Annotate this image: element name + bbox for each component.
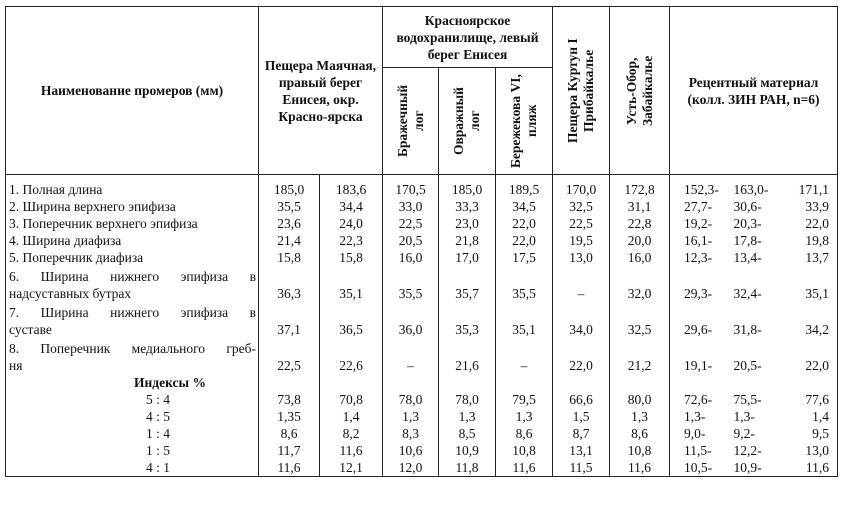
cell: 22,0 <box>553 338 610 374</box>
cell: 17,0 <box>439 249 496 266</box>
cell: 8,5 <box>439 425 496 442</box>
cell: 16,0 <box>383 249 439 266</box>
row-label: 3. Поперечник верхнего эпифиза <box>6 215 259 232</box>
cell: 30,6- <box>733 199 762 214</box>
cell: 11,6 <box>259 459 320 477</box>
cell: 35,3 <box>439 302 496 338</box>
header-cave-mayachnaya: Пещера Маячная, правый берег Енисея, окр. Красно-ярска <box>259 7 383 175</box>
cell: 12,0 <box>383 459 439 477</box>
index-label: 1 : 5 <box>6 442 259 459</box>
cell: 12,1 <box>320 459 383 477</box>
row-label: 6. Ширина нижнего эпифиза в надсуставных бутрах <box>6 266 259 302</box>
cell: 16,1- <box>670 232 728 249</box>
cell: 20,5- <box>733 358 762 373</box>
table-row <box>6 408 838 425</box>
index-label: 5 : 4 <box>6 391 259 408</box>
cell: 1,4 <box>320 408 383 425</box>
cell: 163,0- <box>733 182 769 197</box>
table-row <box>6 215 838 232</box>
cell: 15,8 <box>320 249 383 266</box>
cell: 21,2 <box>610 338 670 374</box>
cell: 21,4 <box>259 232 320 249</box>
cell: 11,8 <box>439 459 496 477</box>
cell: 80,0 <box>610 391 670 408</box>
cell: 32,0 <box>610 266 670 302</box>
cell: 8,6 <box>496 425 553 442</box>
cell: 183,6 <box>320 175 383 199</box>
row-label: 5. Поперечник диафиза <box>6 249 259 266</box>
cell: 32,4- <box>733 286 762 301</box>
indices-title: Индексы % <box>6 374 259 391</box>
row-label: 2. Ширина верхнего эпифиза <box>6 198 259 215</box>
cell: 22,0 <box>496 215 553 232</box>
cell: 10,8 <box>496 442 553 459</box>
cell: 20,5 <box>383 232 439 249</box>
cell: 1,5 <box>553 408 610 425</box>
cell: 78,0 <box>439 391 496 408</box>
cell: 77,6 <box>784 391 838 408</box>
cell: 19,1- <box>670 338 728 374</box>
table-row <box>6 232 838 249</box>
table-row <box>6 198 838 215</box>
cell: 22,5 <box>383 215 439 232</box>
cell: 24,0 <box>320 215 383 232</box>
cell: 10,9 <box>439 442 496 459</box>
indices-header-row <box>6 374 838 391</box>
cell: 31,1 <box>610 198 670 215</box>
cell: 185,0 <box>439 175 496 199</box>
cell: 22,0 <box>784 338 838 374</box>
cell: 13,4- <box>733 250 762 265</box>
cell: 13,0 <box>784 442 838 459</box>
cell: 23,0 <box>439 215 496 232</box>
cell: – <box>553 266 610 302</box>
cell: 33,0 <box>383 198 439 215</box>
cell: 34,4 <box>320 198 383 215</box>
cell: 189,5 <box>496 175 553 199</box>
measurements-table-page <box>5 6 837 516</box>
header-name-column: Наименование промеров (мм) <box>6 7 259 175</box>
cell: 10,8 <box>610 442 670 459</box>
cell: 10,5- <box>670 459 728 477</box>
cell: 11,6 <box>610 459 670 477</box>
cell: 75,5- <box>733 392 762 407</box>
cell: 170,5 <box>383 175 439 199</box>
cell: 1,3 <box>439 408 496 425</box>
cell: 29,3- <box>670 266 728 302</box>
cell: 152,3- <box>670 175 728 199</box>
cell: 171,1 <box>784 175 838 199</box>
header-recent-material: Рецентный материал (колл. ЗИН РАН, n=6) <box>670 7 838 175</box>
header-brazhechny: Бражечный лог <box>383 68 439 175</box>
table-row <box>6 338 838 374</box>
cell: 9,0- <box>670 425 728 442</box>
cell: 22,8 <box>610 215 670 232</box>
table-row <box>6 391 838 408</box>
cell: 22,0 <box>496 232 553 249</box>
cell: 8,2 <box>320 425 383 442</box>
cell: 13,1 <box>553 442 610 459</box>
cell: – <box>383 338 439 374</box>
cell: 22,5 <box>553 215 610 232</box>
table-row <box>6 459 838 477</box>
cell: 12,3- <box>670 249 728 266</box>
cell: 13,0 <box>553 249 610 266</box>
cell: 1,4 <box>784 408 838 425</box>
index-label: 1 : 4 <box>6 425 259 442</box>
cell: 8,7 <box>553 425 610 442</box>
cell: 11,6 <box>784 459 838 477</box>
row-label: 4. Ширина диафиза <box>6 232 259 249</box>
cell: 1,3- <box>733 409 755 424</box>
row-label: 7. Ширина нижнего эпифиза в суставе <box>6 302 259 338</box>
cell: 35,5 <box>259 198 320 215</box>
cell: 16,0 <box>610 249 670 266</box>
cell: 19,5 <box>553 232 610 249</box>
cell: 34,5 <box>496 198 553 215</box>
cell: 185,0 <box>259 175 320 199</box>
cell: 35,7 <box>439 266 496 302</box>
cell: 22,6 <box>320 338 383 374</box>
cell: 10,6 <box>383 442 439 459</box>
cell: 21,8 <box>439 232 496 249</box>
cell: 12,2- <box>733 443 762 458</box>
cell: 32,5 <box>610 302 670 338</box>
cell: 34,0 <box>553 302 610 338</box>
cell: 11,7 <box>259 442 320 459</box>
cell: 37,1 <box>259 302 320 338</box>
cell: 27,7- <box>670 198 728 215</box>
header-kurtun: Пещера Куртун I Прибайкалье <box>553 7 610 175</box>
cell: 1,3 <box>383 408 439 425</box>
cell: 34,2 <box>784 302 838 338</box>
index-label: 4 : 5 <box>6 408 259 425</box>
cell: 36,0 <box>383 302 439 338</box>
cell: 35,1 <box>784 266 838 302</box>
cell: 172,8 <box>610 175 670 199</box>
cell: 11,6 <box>320 442 383 459</box>
cell: 66,6 <box>553 391 610 408</box>
table-row <box>6 302 838 338</box>
cell: 19,8 <box>784 232 838 249</box>
cell: 35,1 <box>320 266 383 302</box>
cell: 20,3- <box>733 216 762 231</box>
cell: 9,2- <box>733 426 755 441</box>
cell: 72,6- <box>670 391 728 408</box>
row-label: 1. Полная длина <box>6 175 259 199</box>
cell: 32,5 <box>553 198 610 215</box>
cell: 29,6- <box>670 302 728 338</box>
table-row <box>6 175 838 199</box>
cell: 11,5- <box>670 442 728 459</box>
cell: 33,9 <box>784 198 838 215</box>
row-label: 8. Поперечник медиального греб- ня <box>6 338 259 374</box>
cell: 1,3 <box>610 408 670 425</box>
cell: 21,6 <box>439 338 496 374</box>
cell: 35,5 <box>383 266 439 302</box>
cell: 20,0 <box>610 232 670 249</box>
header-berezhekova: Бережекова VI, пляж <box>496 68 553 175</box>
cell: 8,6 <box>259 425 320 442</box>
header-ust-obor: Усть-Обор, Забайкалье <box>610 7 670 175</box>
cell: 23,6 <box>259 215 320 232</box>
cell: 35,1 <box>496 302 553 338</box>
cell: 79,5 <box>496 391 553 408</box>
cell: 1,3 <box>496 408 553 425</box>
cell: 17,5 <box>496 249 553 266</box>
cell: 78,0 <box>383 391 439 408</box>
cell: 11,6 <box>496 459 553 477</box>
cell: – <box>496 338 553 374</box>
header-reservoir: Красноярское водохранилище, левый берег Енисея <box>383 7 553 68</box>
index-label: 4 : 1 <box>6 459 259 477</box>
cell: 22,3 <box>320 232 383 249</box>
table-row <box>6 266 838 302</box>
cell: 22,0 <box>784 215 838 232</box>
table-row <box>6 425 838 442</box>
cell: 22,5 <box>259 338 320 374</box>
cell: 9,5 <box>784 425 838 442</box>
cell: 8,6 <box>610 425 670 442</box>
measurements-table <box>5 6 838 477</box>
cell: 19,2- <box>670 215 728 232</box>
cell: 8,3 <box>383 425 439 442</box>
cell: 10,9- <box>728 459 784 477</box>
cell: 33,3 <box>439 198 496 215</box>
cell: 36,5 <box>320 302 383 338</box>
cell: 70,8 <box>320 391 383 408</box>
cell: 13,7 <box>784 249 838 266</box>
header-ovrazhny: Овражный лог <box>439 68 496 175</box>
cell: 36,3 <box>259 266 320 302</box>
cell: 35,5 <box>496 266 553 302</box>
cell: 1,3- <box>670 408 728 425</box>
cell: 11,5 <box>553 459 610 477</box>
cell: 17,8- <box>733 233 762 248</box>
cell: 73,8 <box>259 391 320 408</box>
table-row <box>6 442 838 459</box>
cell: 15,8 <box>259 249 320 266</box>
cell: 31,8- <box>733 322 762 337</box>
cell: 170,0 <box>553 175 610 199</box>
table-row <box>6 249 838 266</box>
cell: 1,35 <box>259 408 320 425</box>
